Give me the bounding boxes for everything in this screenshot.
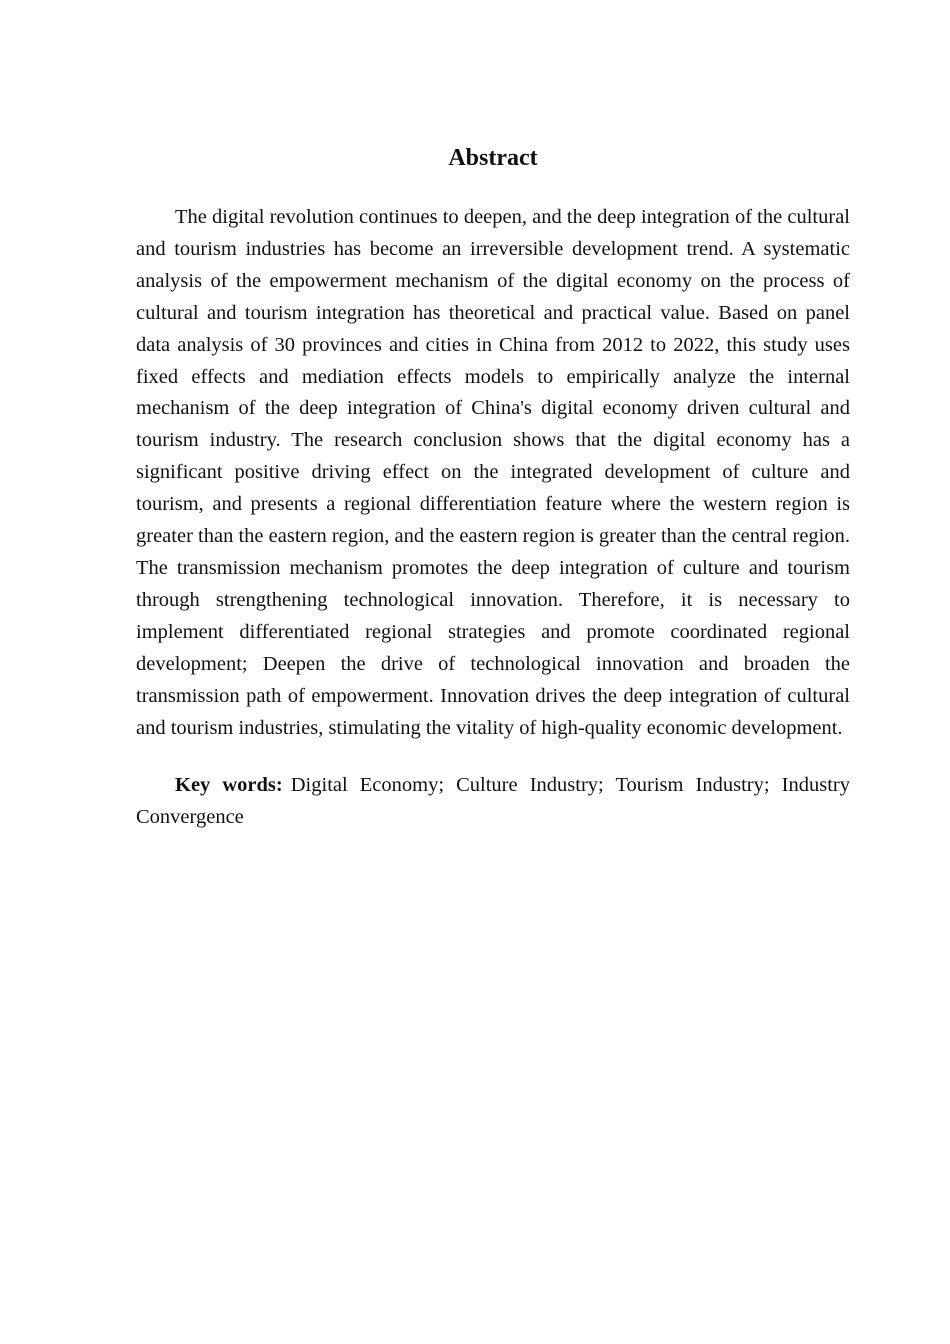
abstract-page [136, 138, 850, 834]
keywords-text: Digital Economy; Culture Industry; Tourism Industry; Industry Convergence [136, 774, 850, 829]
keywords-label: Key words: [175, 774, 283, 797]
abstract-title: Abstract [448, 145, 538, 171]
abstract-body: The digital revolution continues to deepen, and the deep integration of the cultural and tourism industries has become an irreversible development trend. A systematic analysis of the empowerment mechanism of the digital economy on the process of cultural and tourism integration has theoretical and practical value. Based on panel data analysis of 30 provinces and cities in China from 2012 to 2022, this study uses fixed effects and mediation effects models to empirically analyze the internal mechanism of the deep integration of China's digital economy driven cultural and tourism industry. The research conclusion shows that the digital economy has a significant positive driving effect on the integrated development of culture and tourism, and presents a regional differentiation feature where the western region is greater than the eastern region, and the eastern region is greater than the central region. The transmission mechanism promotes the deep integration of culture and tourism through strengthening technological innovation. Therefore, it is necessary to implement differentiated regional strategies and promote coordinated regional development; Deepen the drive of technological innovation and broaden the transmission path of empowerment. Innovation drives the deep integration of cultural and tourism industries, stimulating the vitality of high-quality economic development. [136, 206, 850, 739]
keywords-line [136, 770, 850, 834]
